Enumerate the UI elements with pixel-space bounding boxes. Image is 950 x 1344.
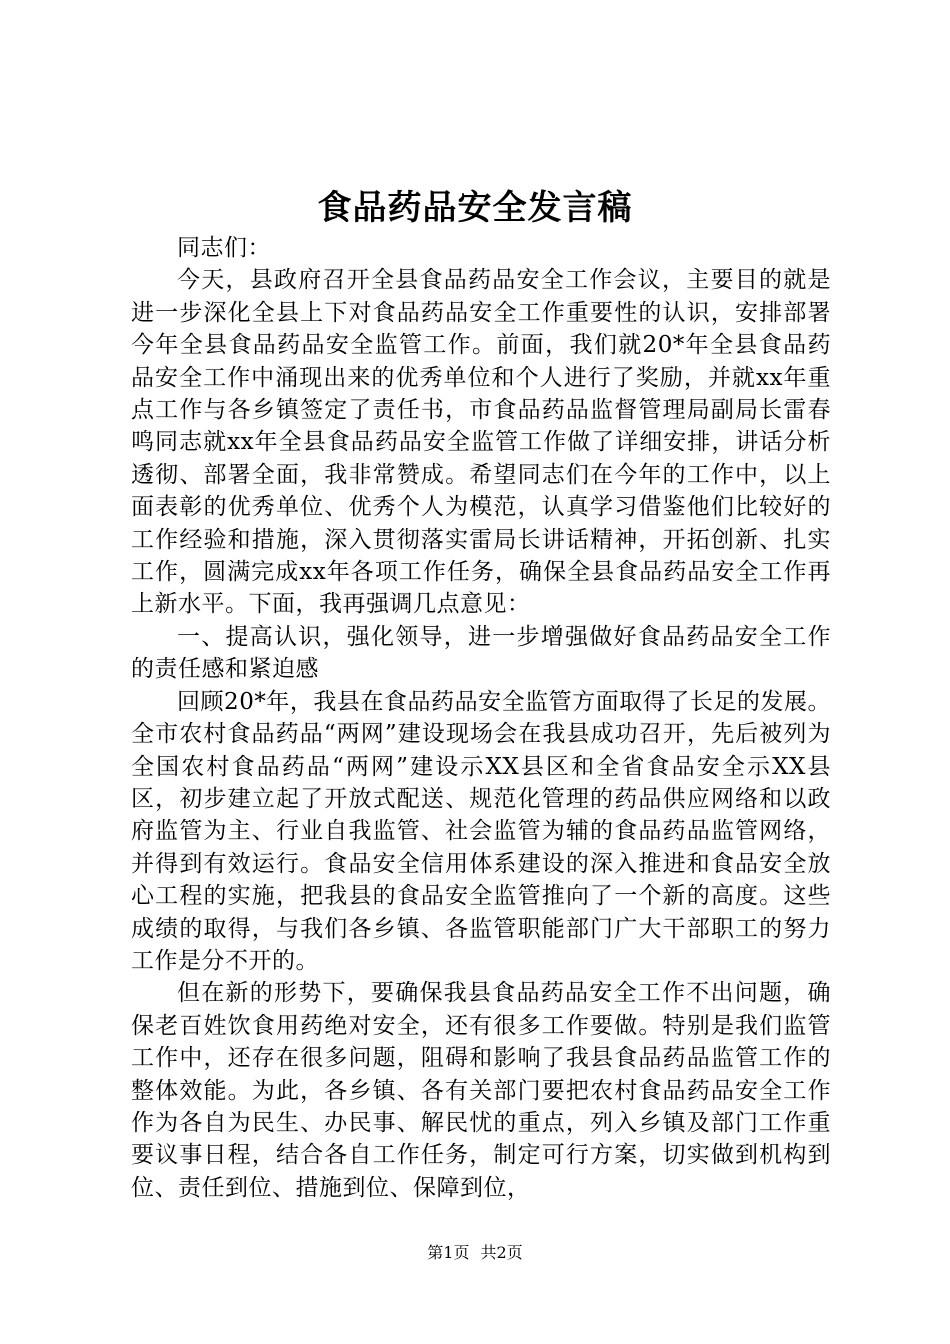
document-title: 食品药品安全发言稿 (317, 188, 633, 228)
salutation-paragraph: 同志们： (177, 235, 271, 261)
intro-paragraph: 今天，县政府召开全县食品药品安全工作会议，主要目的就是进一步深化全县上下对食品药品安全工作重要性的认识，安排部署今年全县食品药品安全监管工作。前面，我们就20*年全县食品药品安全工作中涌现出来的优秀单位和个人进行了奖励，并就xx年重点工作与各乡镇签定了责任书，市食品药品监督管理局副局长雷春鸣同志就xx年全县食品药品安全监管工作做了详细安排，讲话分析透彻、部署全面，我非常赞成。希望同志们在今年的工作中，以上面表彰的优秀单位、优秀个人为模范，认真学习借鉴他们比较好的工作经验和措施，深入贯彻落实雷局长讲话精神，开拓创新、扎实工作，圆满完成xx年各项工作任务，确保全县食品药品安全工作再上新水平。下面，我再强调几点意见： (131, 267, 831, 618)
page-footer (0, 1242, 950, 1264)
page-total: 共2页 (480, 1243, 523, 1262)
document-body (131, 232, 831, 1204)
section-heading-1: 一、提高认识，强化领导，进一步增强做好食品药品安全工作的责任感和紧迫感 (131, 623, 831, 683)
issues-paragraph: 但在新的形势下，要确保我县食品药品安全工作不出问题，确保老百姓饮食用药绝对安全，还有很多工作要做。特别是我们监管工作中，还存在很多问题，阻碍和影响了我县食品药品监管工作的整体效能。为此，各乡镇、各有关部门要把农村食品药品安全工作作为各自为民生、办民事、解民忧的重点，列入乡镇及部门工作重要议事日程，结合各自工作任务，制定可行方案，切实做到机构到位、责任到位、措施到位、保障到位， (131, 980, 831, 1201)
review-paragraph: 回顾20*年，我县在食品药品安全监管方面取得了长足的发展。全市农村食品药品“两网”建设现场会在我县成功召开，先后被列为全国农村食品药品“两网”建设示XX县区和全省食品安全示XX县区，初步建立起了开放式配送、规范化管理的药品供应网络和以政府监管为主、行业自我监管、社会监管为辅的食品药品监管网络，并得到有效运行。食品安全信用体系建设的深入推进和食品安全放心工程的实施，把我县的食品安全监管推向了一个新的高度。这些成绩的取得，与我们各乡镇、各监管职能部门广大干部职工的努力工作是分不开的。 (131, 688, 831, 974)
page-number: 第1页 (427, 1243, 470, 1262)
